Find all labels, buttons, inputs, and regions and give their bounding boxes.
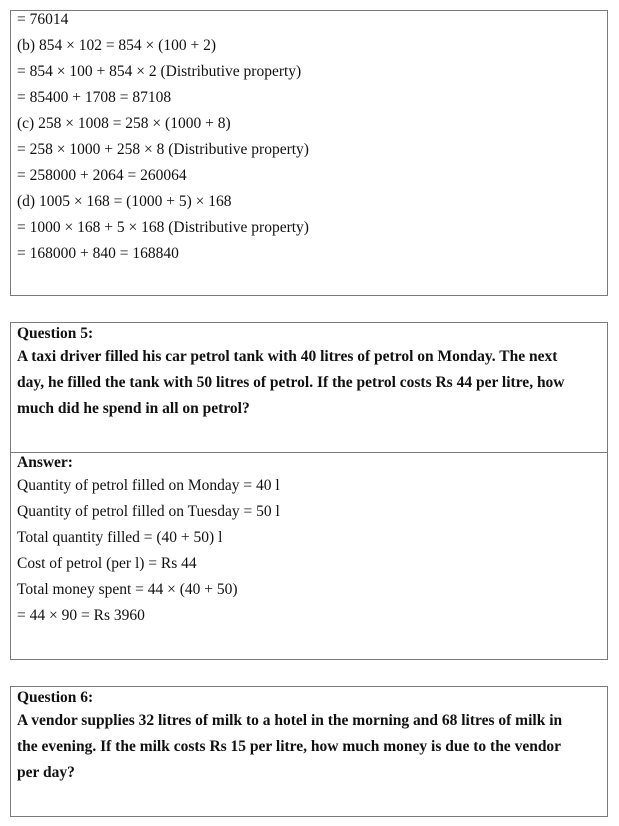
- solution-line: = 168000 + 840 = 168840: [17, 245, 179, 262]
- question-6-heading: Question 6:: [17, 689, 94, 706]
- question-6-text-line: per day?: [17, 764, 75, 781]
- solution-line: = 854 × 100 + 854 × 2 (Distributive property): [17, 63, 302, 80]
- answer-line: = 44 × 90 = Rs 3960: [17, 607, 145, 624]
- question-6-text-line: the evening. If the milk costs Rs 15 per litre, how much money is due to the vendor: [17, 738, 562, 755]
- question-6-text-line: A vendor supplies 32 litres of milk to a hotel in the morning and 68 litres of milk in: [17, 712, 563, 729]
- question-6-prompt: [11, 687, 607, 786]
- question-5-box: [10, 322, 608, 660]
- answer-line: Quantity of petrol filled on Monday = 40 l: [17, 477, 280, 494]
- solution-continuation-box: [10, 10, 608, 296]
- solution-line: = 76014: [17, 11, 69, 28]
- question-5-prompt: [11, 323, 607, 453]
- answer-line: Quantity of petrol filled on Tuesday = 50 l: [17, 503, 280, 520]
- question-5-heading: Question 5:: [17, 325, 94, 342]
- solution-line: (c) 258 × 1008 = 258 × (1000 + 8): [17, 115, 231, 132]
- solution-line: = 1000 × 168 + 5 × 168 (Distributive property): [17, 219, 309, 236]
- solution-line: (b) 854 × 102 = 854 × (100 + 2): [17, 37, 216, 54]
- solution-lines: [11, 7, 607, 267]
- answer-line: Total money spent = 44 × (40 + 50): [17, 581, 238, 598]
- solution-line: = 85400 + 1708 = 87108: [17, 89, 172, 106]
- answer-heading: Answer:: [17, 454, 73, 471]
- question-5-text-line: A taxi driver filled his car petrol tank with 40 litres of petrol on Monday. The next: [17, 348, 558, 365]
- answer-line: Cost of petrol (per l) = Rs 44: [17, 555, 197, 572]
- question-5-text-line: much did he spend in all on petrol?: [17, 400, 250, 417]
- solution-line: = 258000 + 2064 = 260064: [17, 167, 187, 184]
- answer-line: Total quantity filled = (40 + 50) l: [17, 529, 223, 546]
- solution-line: = 258 × 1000 + 258 × 8 (Distributive property): [17, 141, 309, 158]
- question-5-text-line: day, he filled the tank with 50 litres of petrol. If the petrol costs Rs 44 per litre, how: [17, 374, 565, 391]
- solution-line: (d) 1005 × 168 = (1000 + 5) × 168: [17, 193, 232, 210]
- question-6-box: [10, 686, 608, 817]
- question-5-answer: [11, 453, 607, 629]
